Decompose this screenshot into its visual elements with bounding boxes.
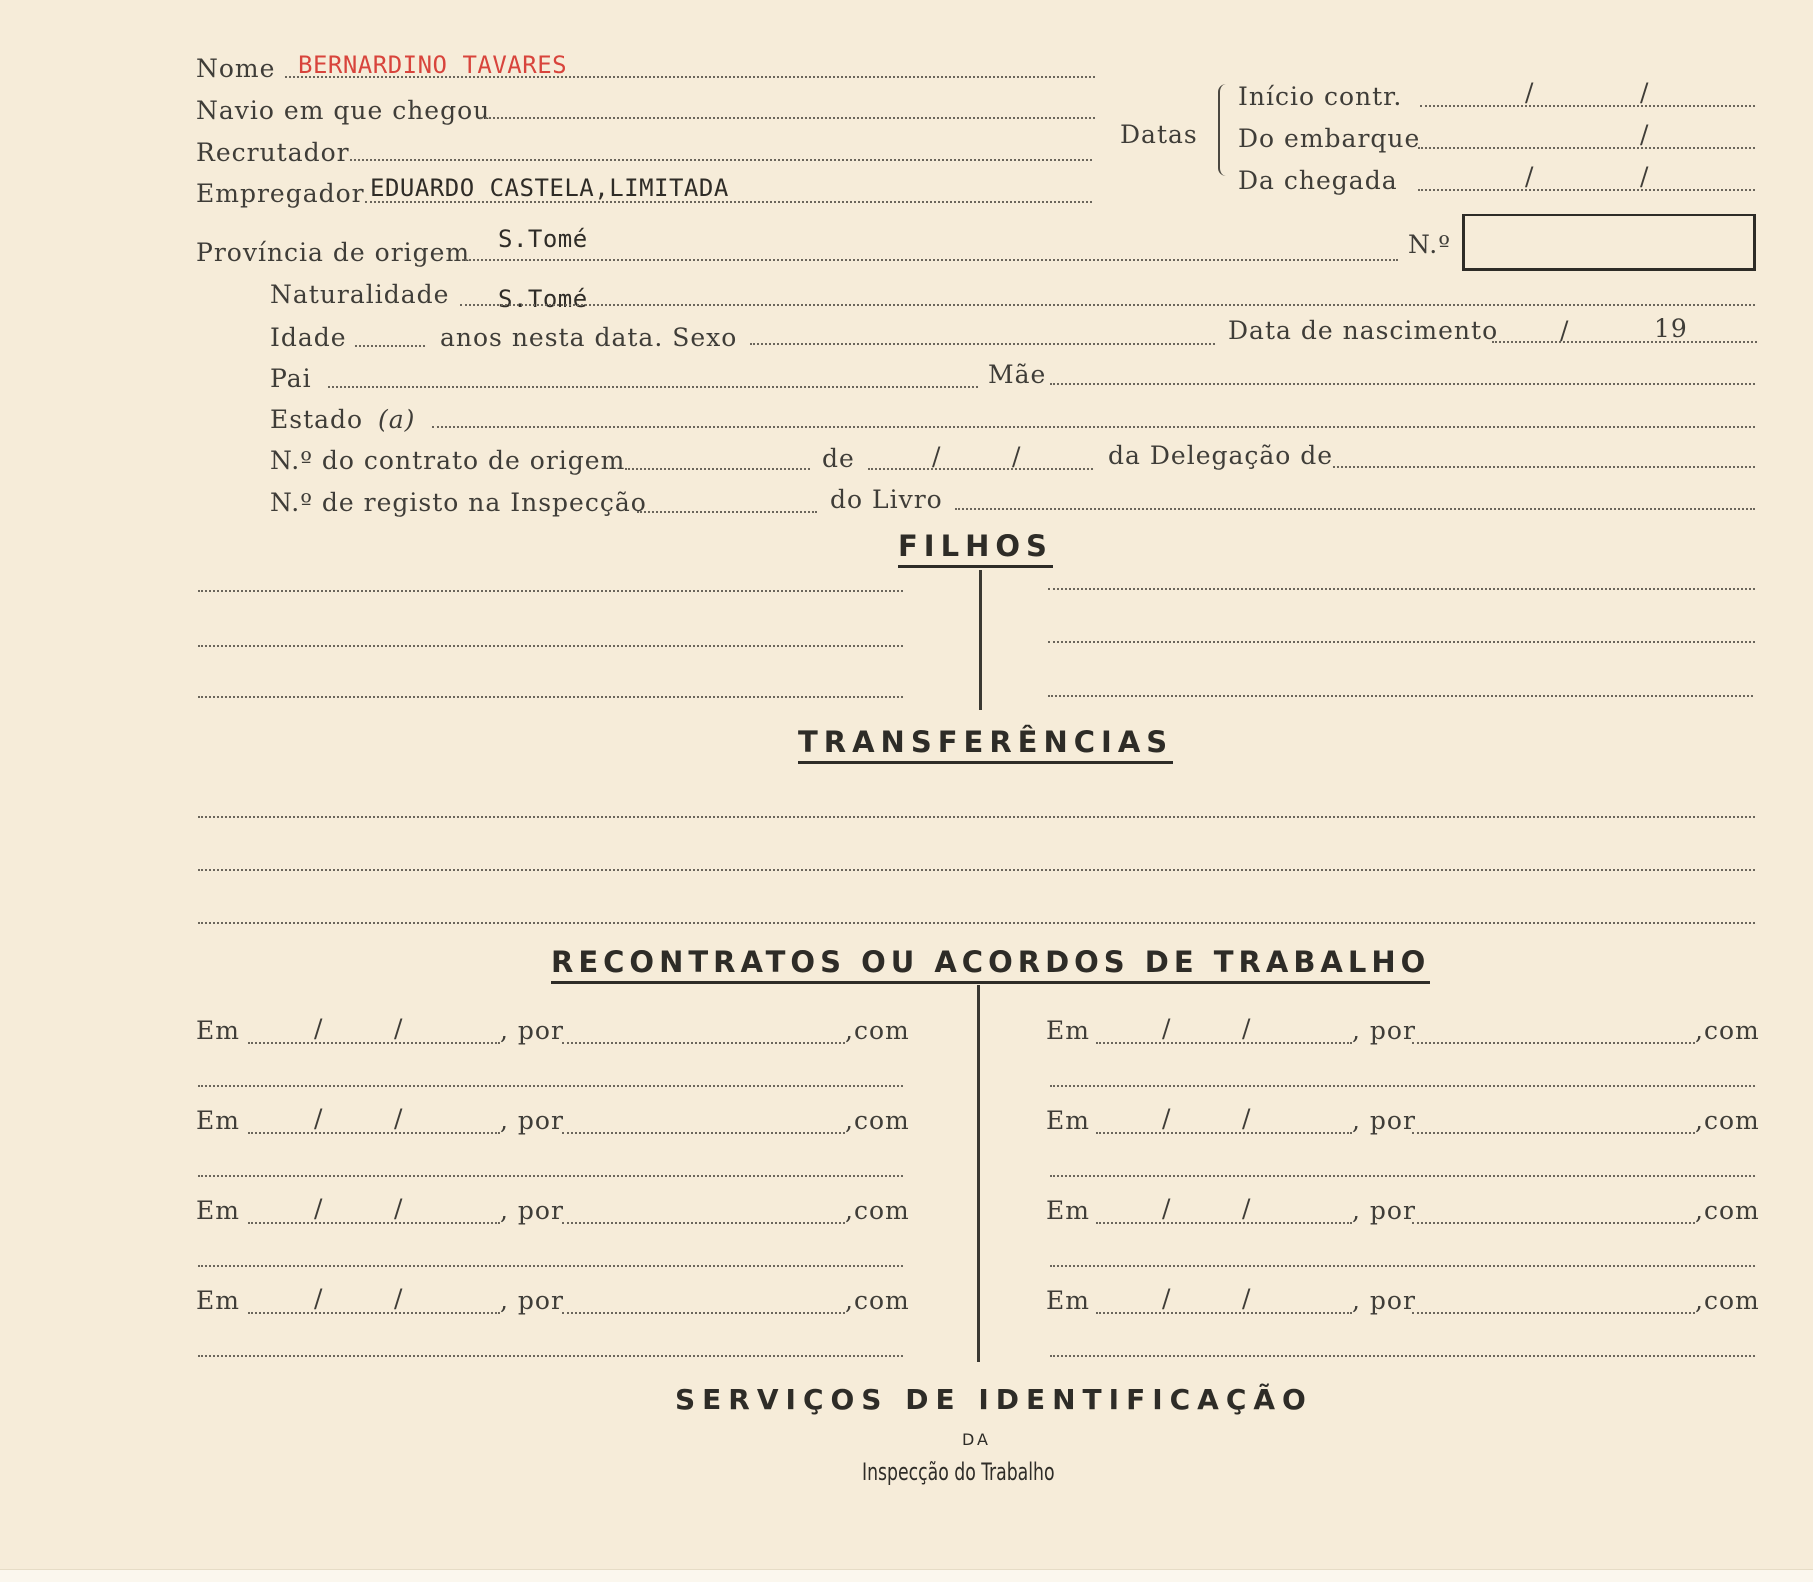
recontrato-date-line-right-3[interactable]: [1096, 1222, 1352, 1224]
recrutador-line[interactable]: [350, 159, 1092, 161]
recontrato-com-label-right-1: ,com: [1695, 1016, 1760, 1045]
filhos-heading: FILHOS: [898, 532, 1053, 568]
datas-label: Datas: [1120, 120, 1198, 149]
contrato-label: N.º do contrato de origem: [270, 446, 626, 475]
registo-label: N.º de registo na Inspecção: [270, 488, 647, 517]
estado-note: (a): [378, 405, 416, 434]
chegada-slash-2: /: [1640, 162, 1650, 191]
inicio-line[interactable]: [1420, 105, 1755, 107]
filhos-line-right-2[interactable]: [1048, 641, 1755, 643]
provincia-line[interactable]: [462, 259, 1398, 261]
recontrato-em-label-left-4: Em: [196, 1286, 240, 1315]
recontrato-slash-2-right-2: /: [1242, 1104, 1252, 1133]
inicio-slash-2: /: [1640, 78, 1650, 107]
recontrato-por-label-left-1: , por: [500, 1016, 564, 1045]
recontrato-slash-1-left-2: /: [314, 1104, 324, 1133]
recontrato-com-label-left-4: ,com: [845, 1286, 910, 1315]
recontrato-extra-line-right-3[interactable]: [1050, 1265, 1755, 1267]
livro-label: do Livro: [830, 485, 943, 514]
sexo-line[interactable]: [750, 343, 1215, 345]
contrato-slash-1: /: [932, 442, 942, 471]
recontrato-slash-1-right-1: /: [1162, 1014, 1172, 1043]
inicio-label: Início contr.: [1238, 82, 1403, 111]
de-label: de: [822, 444, 855, 473]
recontrato-por-label-left-2: , por: [500, 1106, 564, 1135]
registo-line[interactable]: [637, 511, 817, 513]
recontrato-extra-line-right-1[interactable]: [1050, 1085, 1755, 1087]
recontrato-slash-2-left-3: /: [394, 1194, 404, 1223]
recontrato-extra-line-left-1[interactable]: [198, 1085, 903, 1087]
recrutador-label: Recrutador: [196, 138, 350, 167]
empregador-label: Empregador: [196, 179, 365, 208]
recontrato-em-label-right-3: Em: [1046, 1196, 1090, 1225]
recontrato-por-line-left-4[interactable]: [562, 1312, 845, 1314]
recontrato-com-label-right-4: ,com: [1695, 1286, 1760, 1315]
empregador-line[interactable]: [365, 201, 1092, 203]
card-edge: [0, 1569, 1813, 1582]
recontrato-date-line-left-1[interactable]: [248, 1042, 500, 1044]
nome-value: BERNARDINO TAVARES: [298, 51, 568, 79]
nascimento-slash: /: [1560, 316, 1570, 345]
recontrato-por-line-right-4[interactable]: [1412, 1312, 1695, 1314]
footer-subtitle: Inspecção do Trabalho: [862, 1458, 1055, 1486]
transferencias-heading: TRANSFERÊNCIAS: [798, 728, 1173, 764]
delegacao-line[interactable]: [1333, 466, 1755, 468]
transferencia-line-1[interactable]: [198, 816, 1755, 818]
recontrato-slash-2-right-3: /: [1242, 1194, 1252, 1223]
recontrato-slash-1-left-4: /: [314, 1284, 324, 1313]
recontrato-em-label-right-2: Em: [1046, 1106, 1090, 1135]
recontrato-extra-line-left-4[interactable]: [198, 1355, 903, 1357]
idade-line[interactable]: [355, 345, 425, 347]
recontrato-slash-2-right-4: /: [1242, 1284, 1252, 1313]
recontrato-extra-line-right-4[interactable]: [1050, 1355, 1755, 1357]
numero-box[interactable]: [1462, 214, 1756, 271]
numero-label: N.º: [1408, 230, 1451, 259]
pai-line[interactable]: [328, 386, 978, 388]
filhos-divider: [979, 570, 982, 710]
recontrato-date-line-left-3[interactable]: [248, 1222, 500, 1224]
contrato-date-line[interactable]: [868, 468, 1093, 470]
recontrato-por-line-right-2[interactable]: [1412, 1132, 1695, 1134]
recontrato-em-label-left-1: Em: [196, 1016, 240, 1045]
recontrato-com-label-left-1: ,com: [845, 1016, 910, 1045]
recontrato-em-label-left-2: Em: [196, 1106, 240, 1135]
nascimento-year: 19: [1654, 314, 1688, 343]
recontrato-slash-2-left-2: /: [394, 1104, 404, 1133]
empregador-value: EDUARDO CASTELA,LIMITADA: [370, 174, 729, 202]
recontrato-slash-2-left-4: /: [394, 1284, 404, 1313]
recontrato-por-label-left-4: , por: [500, 1286, 564, 1315]
filhos-line-right-1[interactable]: [1048, 588, 1755, 590]
contrato-slash-2: /: [1012, 442, 1022, 471]
recontrato-slash-2-left-1: /: [394, 1014, 404, 1043]
recontrato-por-line-left-1[interactable]: [562, 1042, 845, 1044]
recontrato-em-label-left-3: Em: [196, 1196, 240, 1225]
mae-label: Mãe: [988, 360, 1047, 389]
recontrato-por-line-left-3[interactable]: [562, 1222, 845, 1224]
recontrato-por-line-right-1[interactable]: [1412, 1042, 1695, 1044]
recontrato-com-label-right-2: ,com: [1695, 1106, 1760, 1135]
nome-label: Nome: [196, 54, 276, 83]
contrato-line[interactable]: [625, 468, 810, 470]
nascimento-label: Data de nascimento: [1228, 316, 1499, 345]
chegada-line[interactable]: [1418, 189, 1755, 191]
recontrato-slash-1-right-2: /: [1162, 1104, 1172, 1133]
inicio-slash-1: /: [1525, 78, 1535, 107]
recontrato-em-label-right-4: Em: [1046, 1286, 1090, 1315]
recontrato-extra-line-left-3[interactable]: [198, 1265, 903, 1267]
recontrato-date-line-right-2[interactable]: [1096, 1132, 1352, 1134]
delegacao-label: da Delegação de: [1108, 441, 1334, 470]
recontrato-por-line-left-2[interactable]: [562, 1132, 845, 1134]
filhos-line-left-1[interactable]: [198, 590, 903, 592]
recontrato-date-line-right-1[interactable]: [1096, 1042, 1352, 1044]
recontrato-extra-line-right-2[interactable]: [1050, 1175, 1755, 1177]
recontrato-slash-1-right-4: /: [1162, 1284, 1172, 1313]
estado-label: Estado: [270, 405, 364, 434]
recontrato-slash-2-right-1: /: [1242, 1014, 1252, 1043]
filhos-line-right-3[interactable]: [1048, 695, 1753, 697]
recontrato-slash-1-left-1: /: [314, 1014, 324, 1043]
idade-label: Idade: [270, 323, 347, 352]
datas-brace: [1218, 84, 1230, 176]
recontrato-date-line-left-4[interactable]: [248, 1312, 500, 1314]
embarque-line[interactable]: [1418, 147, 1755, 149]
embarque-slash: /: [1640, 120, 1650, 149]
navio-label: Navio em que chegou: [196, 96, 491, 125]
filhos-line-left-2[interactable]: [198, 645, 903, 647]
pai-label: Pai: [270, 364, 312, 393]
recontrato-em-label-right-1: Em: [1046, 1016, 1090, 1045]
recontrato-por-label-right-3: , por: [1352, 1196, 1416, 1225]
provincia-label: Província de origem: [196, 238, 471, 267]
recontrato-com-label-left-3: ,com: [845, 1196, 910, 1225]
naturalidade-line[interactable]: [460, 304, 1755, 306]
footer-title: SERVIÇOS DE IDENTIFICAÇÃO: [675, 1383, 1313, 1416]
recontrato-slash-1-right-3: /: [1162, 1194, 1172, 1223]
filhos-line-left-3[interactable]: [198, 696, 903, 698]
recontrato-por-line-right-3[interactable]: [1412, 1222, 1695, 1224]
recontrato-date-line-right-4[interactable]: [1096, 1312, 1352, 1314]
nome-line[interactable]: [285, 76, 1095, 78]
recontratos-divider: [977, 985, 980, 1362]
navio-line[interactable]: [480, 117, 1095, 119]
recontrato-com-label-right-3: ,com: [1695, 1196, 1760, 1225]
chegada-label: Da chegada: [1238, 166, 1398, 195]
recontrato-por-label-right-2: , por: [1352, 1106, 1416, 1135]
transferencia-line-3[interactable]: [198, 922, 1755, 924]
livro-line[interactable]: [955, 508, 1755, 510]
recontrato-por-label-right-4: , por: [1352, 1286, 1416, 1315]
estado-line[interactable]: [432, 426, 1755, 428]
recontrato-date-line-left-2[interactable]: [248, 1132, 500, 1134]
recontrato-por-label-right-1: , por: [1352, 1016, 1416, 1045]
recontrato-slash-1-left-3: /: [314, 1194, 324, 1223]
recontratos-heading: RECONTRATOS OU ACORDOS DE TRABALHO: [551, 948, 1430, 984]
mae-line[interactable]: [1050, 383, 1755, 385]
footer-da: DA: [962, 1430, 991, 1449]
recontrato-por-label-left-3: , por: [500, 1196, 564, 1225]
chegada-slash-1: /: [1525, 162, 1535, 191]
naturalidade-value: S.Tomé: [498, 285, 588, 313]
embarque-label: Do embarque: [1238, 124, 1421, 153]
nascimento-line[interactable]: [1492, 341, 1757, 343]
naturalidade-label: Naturalidade: [270, 280, 450, 309]
transferencia-line-2[interactable]: [198, 869, 1755, 871]
anos-sexo-label: anos nesta data. Sexo: [440, 323, 738, 352]
recontrato-com-label-left-2: ,com: [845, 1106, 910, 1135]
provincia-value: S.Tomé: [498, 225, 588, 253]
recontrato-extra-line-left-2[interactable]: [198, 1175, 903, 1177]
